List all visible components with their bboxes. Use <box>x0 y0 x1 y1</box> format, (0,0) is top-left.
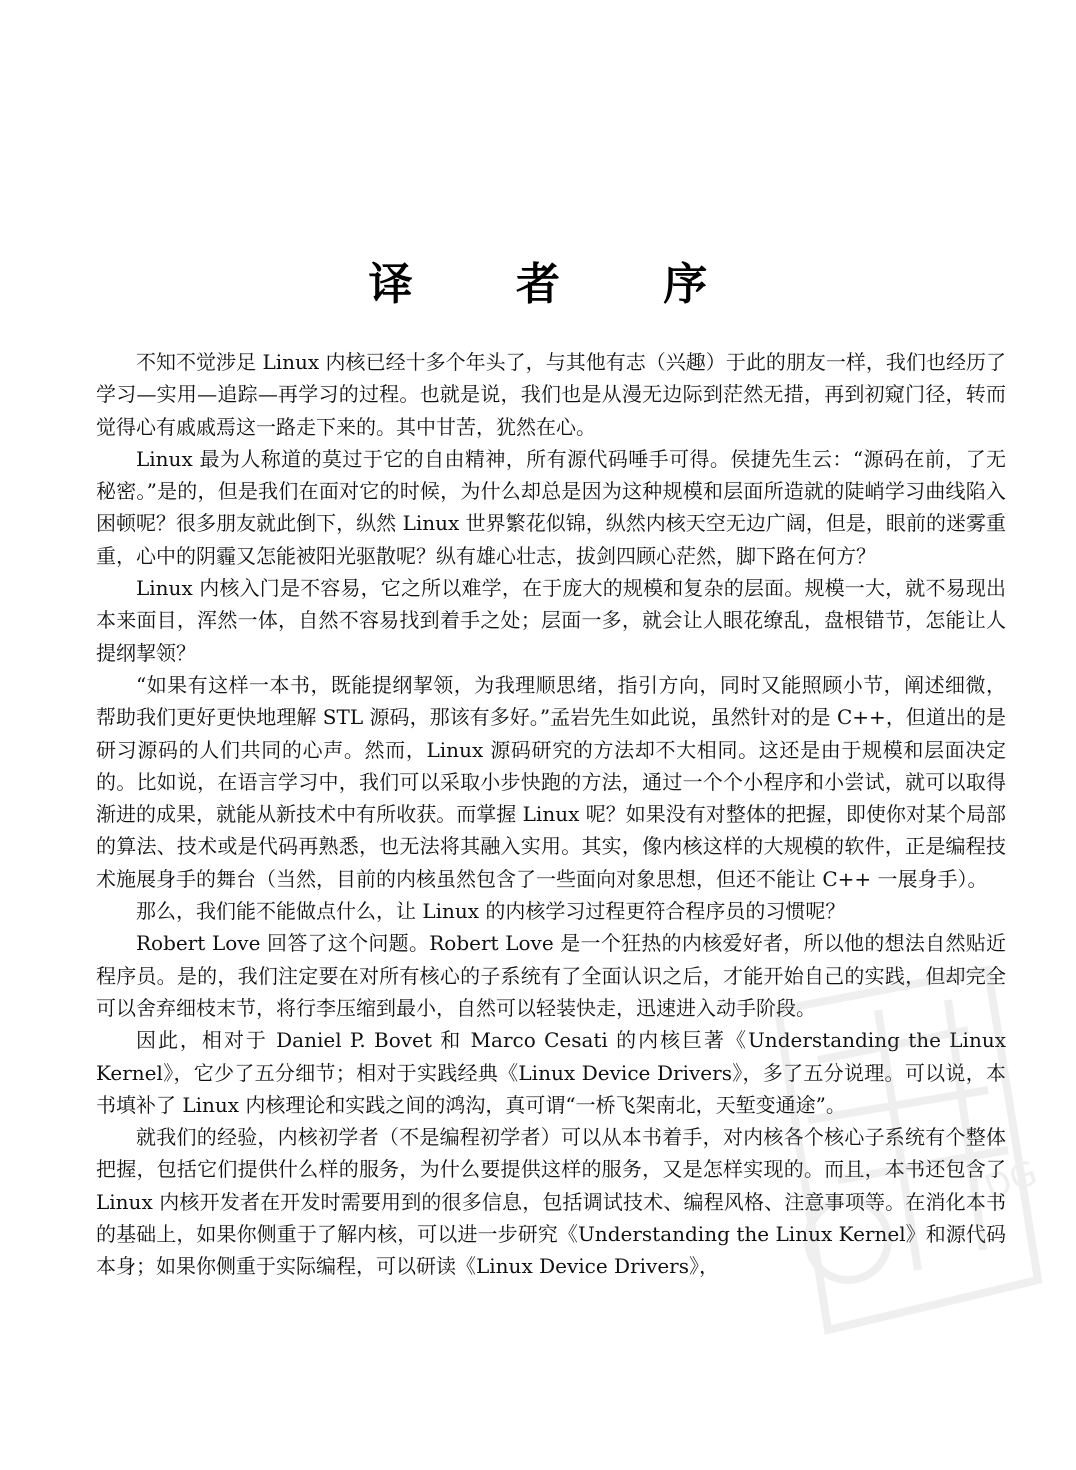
page-title: 译 者 序 <box>368 259 752 311</box>
paragraph-5: 那么，我们能不能做点什么，让 Linux 的内核学习过程更符合程序员的习惯呢？ <box>136 899 846 924</box>
paragraph-8: 就我们的经验，内核初学者（不是编程初学者）可以从本书着手，对内核各个核心子系统有个整体把握，包括它们提供什么样的服务，为什么要提供这样的服务，又是怎样实现的。而且，本书还包含了 Linux 内核开发者在开发时需要用到的很多信息，包括调试技术、编程风格、注意事项等。在消化本书的基础上，如果你侧重于了解内核，可以进一步研究《Understanding the Linux Kernel》和源代码本身；如果你侧重于实际编程，可以研读《Linux Device Drivers》， <box>96 1125 1006 1279</box>
watermark-text: DG <box>979 1152 1043 1209</box>
paragraph-2: Linux 最为人称道的莫过于它的自由精神，所有源代码唾手可得。侯捷先生云：“源码在前，了无秘密。”是的，但是我们在面对它的时候，为什么却总是因为这种规模和层面所造就的陡峭学习曲线陷入困顿呢？很多朋友就此倒下，纵然 Linux 世界繁花似锦，纵然内核天空无边广阔，但是，眼前的迷雾重重，心中的阴霾又怎能被阳光驱散呢？纵有雄心壮志，拔剑四顾心茫然，脚下路在何方？ <box>96 446 1006 568</box>
paragraph-4: “如果有这样一本书，既能提纲挈领，为我理顺思绪，指引方向，同时又能照顾小节，阐述细微，帮助我们更好更快地理解 STL 源码，那该有多好。”孟岩先生如此说，虽然针对的是 C++，但道出的是研习源码的人们共同的心声。然而，Linux 源码研究的方法却不大相同。这还是由于规模和层面决定的。比如说，在语言学习中，我们可以采取小步快跑的方法，通过一个个小程序和小尝试，就可以取得渐进的成果，就能从新技术中有所收获。而掌握 Linux 呢？如果没有对整体的把握，即使你对某个局部的算法、技术或是代码再熟悉，也无法将其融入实用。其实，像内核这样的大规模的软件，正是编程技术施展身手的舞台（当然，目前的内核虽然包含了一些面向对象思想，但还不能让 C++ 一展身手）。 <box>96 672 1006 891</box>
paragraph-1: 不知不觉涉足 Linux 内核已经十多个年头了，与其他有志（兴趣）于此的朋友一样，我们也经历了学习—实用—追踪—再学习的过程。也就是说，我们也是从漫无边际到茫然无措，再到初窥门径，转而觉得心有戚戚焉这一路走下来的。其中甘苦，犹然在心。 <box>96 350 1006 439</box>
paragraph-7: 因此，相对于 Daniel P. Bovet 和 Marco Cesati 的内核巨著《Understanding the Linux Kernel》，它少了五分细节；相对于实践经典《Linux Device Drivers》，多了五分说理。可以说，本书填补了 Linux 内核理论和实践之间的鸿沟，真可谓“一桥飞架南北，天堑变通途”。 <box>96 1028 1006 1117</box>
paragraph-3: Linux 内核入门是不容易，它之所以难学，在于庞大的规模和复杂的层面。规模一大，就不易现出本来面目，浑然一体，自然不容易找到着手之处；层面一多，就会让人眼花缭乱，盘根错节，怎能让人提纲挈领？ <box>96 576 1006 665</box>
paragraph-6: Robert Love 回答了这个问题。Robert Love 是一个狂热的内核爱好者，所以他的想法自然贴近程序员。是的，我们注定要在对所有核心的子系统有了全面认识之后，才能开始自己的实践，但却完全可以舍弃细枝末节，将行李压缩到最小，自然可以轻装快走，迅速进入动手阶段。 <box>96 931 1006 1020</box>
body-text <box>96 346 1006 1283</box>
